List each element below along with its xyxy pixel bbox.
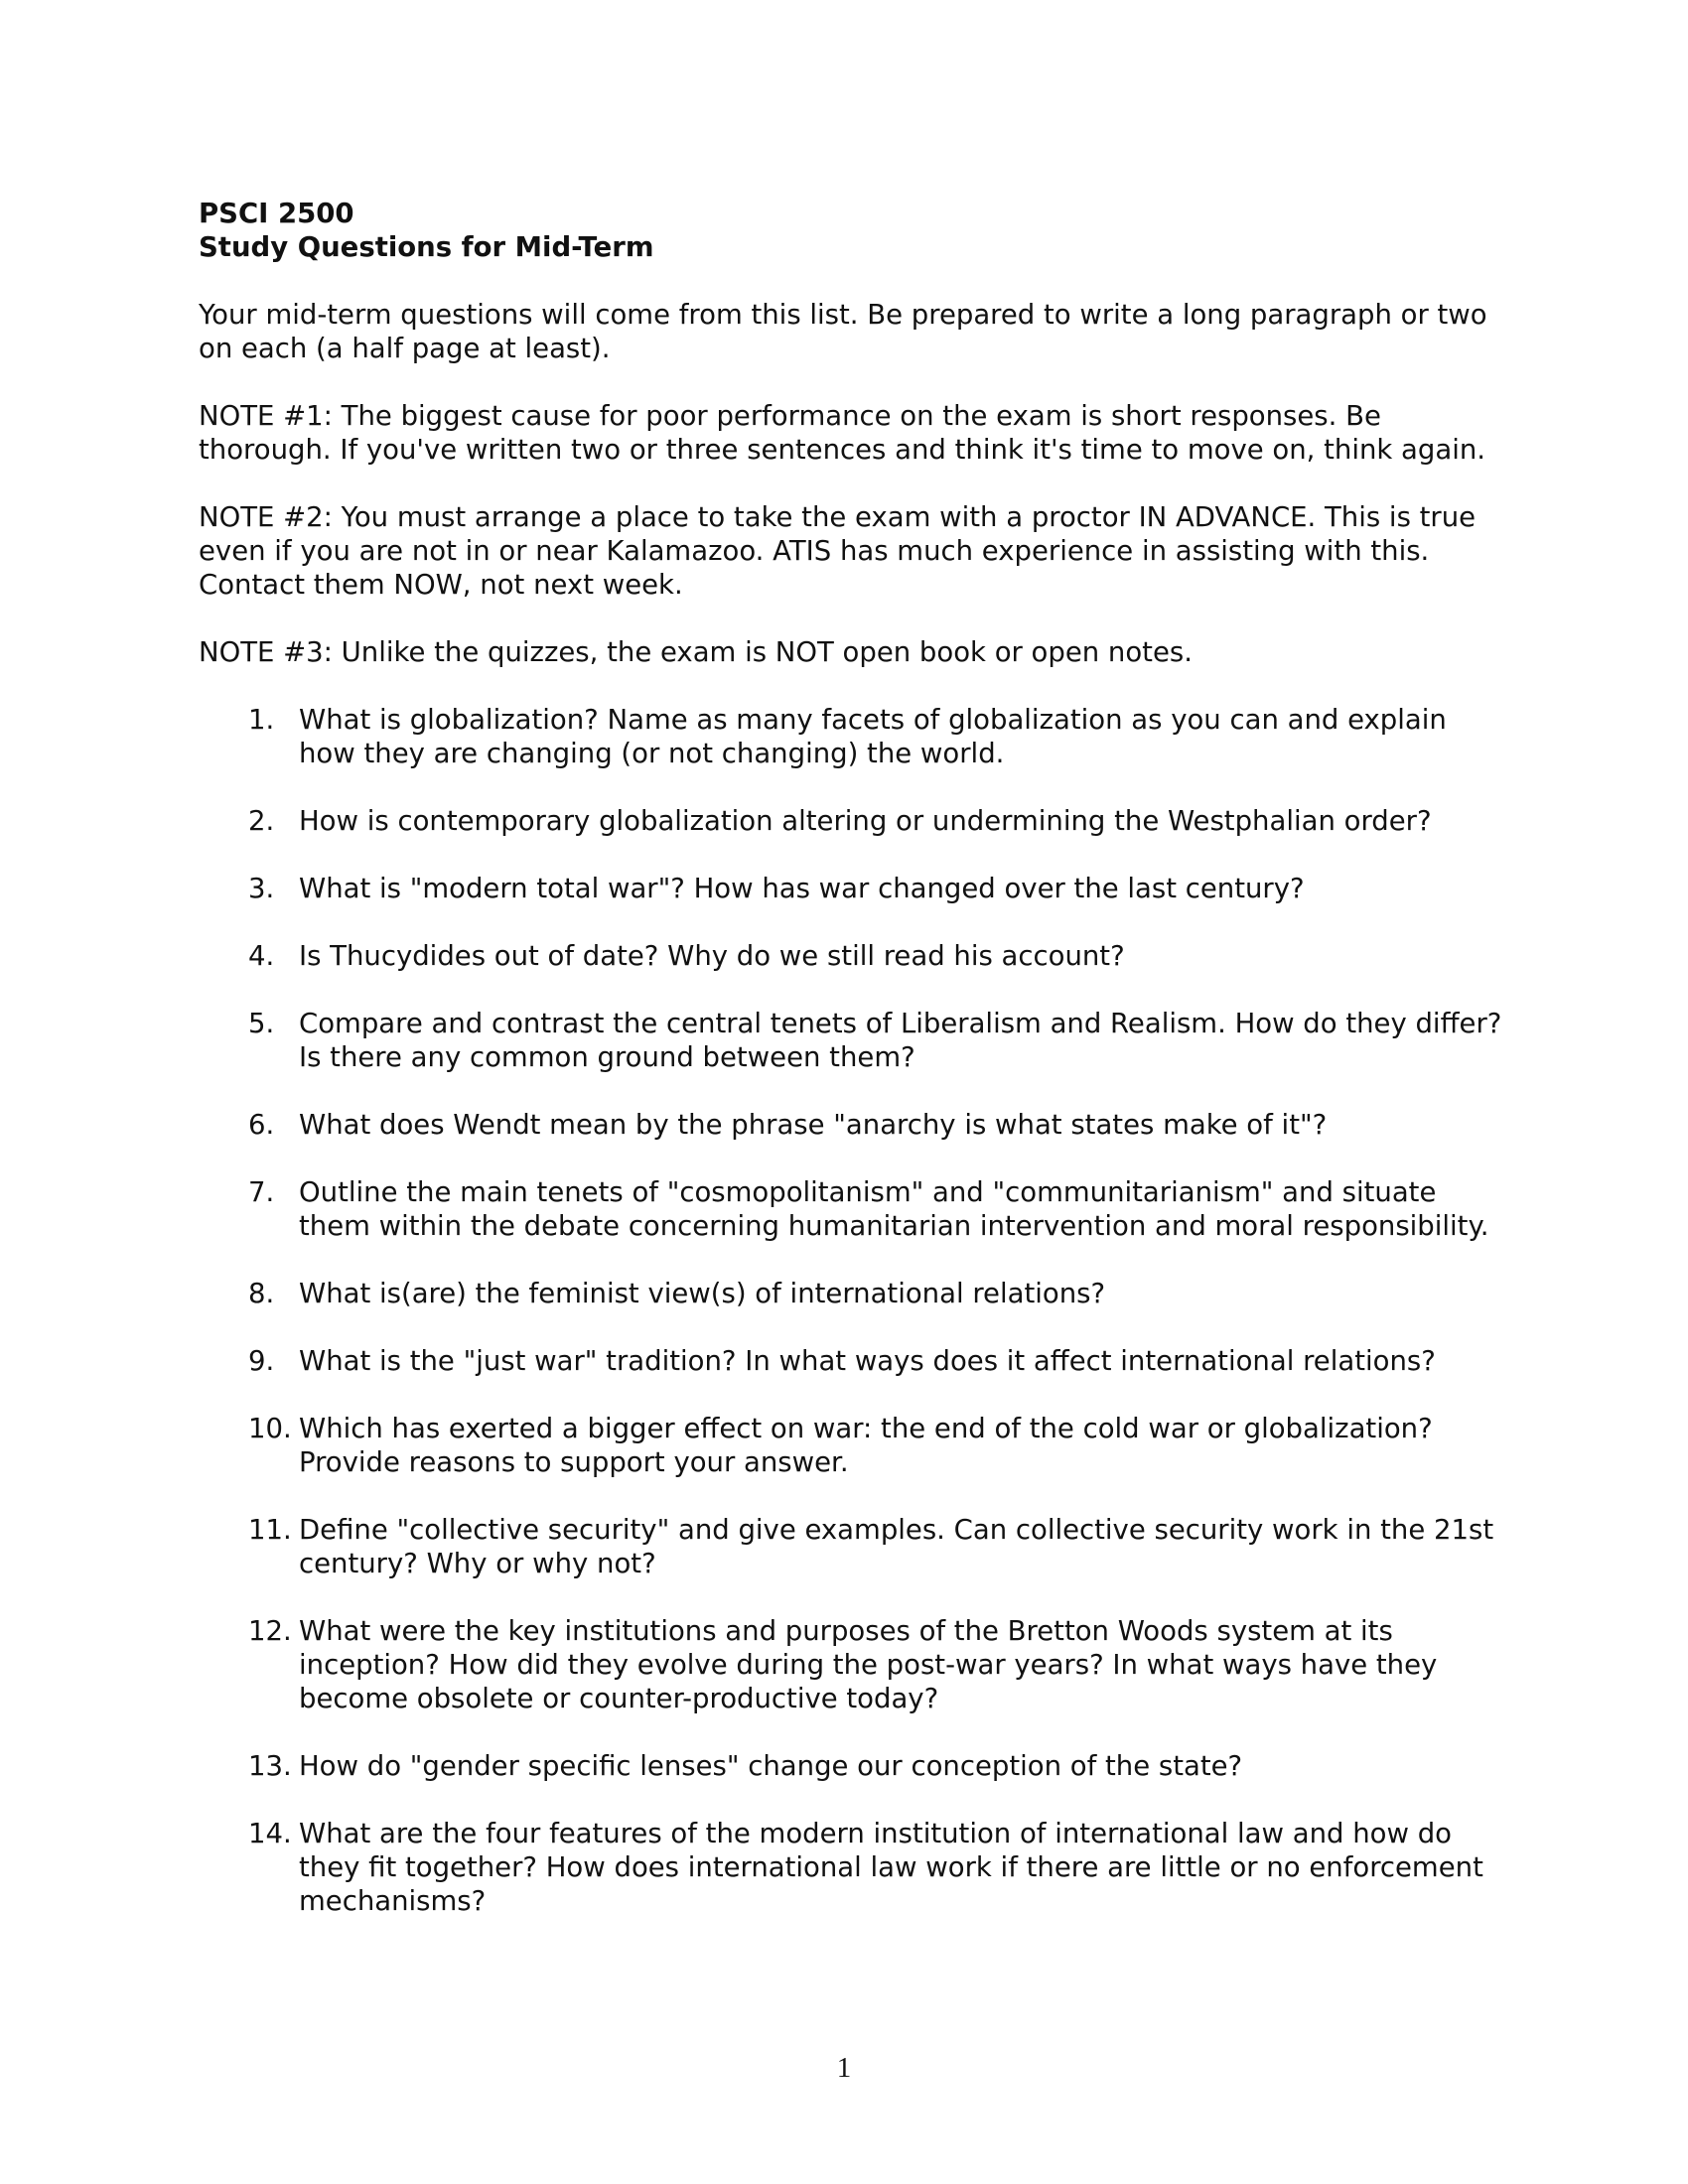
question-number: 1. — [248, 704, 275, 736]
intro-paragraph: Your mid-term questions will come from this list. Be prepared to write a long paragraph or two on each (a half page at least). — [199, 299, 1487, 364]
question-item — [199, 804, 1509, 838]
question-list — [199, 703, 1509, 1918]
question-text: Outline the main tenets of "cosmopolitanism" and "communitarianism" and situate them within the debate concerning humanitarian intervention and moral responsibility. — [299, 1176, 1489, 1242]
question-item — [199, 1007, 1509, 1074]
question-text: What are the four features of the modern institution of international law and how do they fit together? How does international law work if there are little or no enforcement mechanisms? — [299, 1818, 1483, 1917]
question-text: Which has exerted a bigger effect on war: the end of the cold war or globalization? Provide reasons to support your answer. — [299, 1413, 1433, 1478]
document-body — [199, 197, 1509, 1952]
question-text: Define "collective security" and give examples. Can collective security work in the 21st century? Why or why not? — [299, 1514, 1494, 1579]
document-title: Study Questions for Mid-Term — [199, 231, 654, 263]
question-item — [199, 1749, 1509, 1783]
question-number: 10. — [248, 1413, 292, 1444]
question-text: What is the "just war" tradition? In what ways does it affect international relations? — [299, 1345, 1436, 1377]
question-item — [199, 1108, 1509, 1142]
question-text: What is globalization? Name as many facets of globalization as you can and explain how they are changing (or not changing) the world. — [299, 704, 1447, 769]
question-item — [199, 1412, 1509, 1479]
question-number: 8. — [248, 1278, 275, 1309]
question-text: What does Wendt mean by the phrase "anarchy is what states make of it"? — [299, 1109, 1328, 1141]
question-number: 5. — [248, 1008, 275, 1039]
question-text: Is Thucydides out of date? Why do we still read his account? — [299, 940, 1125, 972]
question-number: 3. — [248, 873, 275, 904]
question-item — [199, 703, 1509, 770]
note-2: NOTE #2: You must arrange a place to take the exam with a proctor IN ADVANCE. This is true even if you are not in or near Kalamazoo. ATIS has much experience in assisting with this. Contact them NOW, not next week. — [199, 501, 1477, 601]
question-item — [199, 1817, 1509, 1918]
question-text: What is "modern total war"? How has war changed over the last century? — [299, 873, 1305, 904]
question-number: 4. — [248, 940, 275, 972]
question-text: What were the key institutions and purposes of the Bretton Woods system at its inception? How did they evolve during the post-war years? In what ways have they become obsolete or counter-productive today? — [299, 1615, 1438, 1714]
question-text: How do "gender specific lenses" change our conception of the state? — [299, 1750, 1243, 1782]
question-text: What is(are) the feminist view(s) of international relations? — [299, 1278, 1106, 1309]
question-item — [199, 1175, 1509, 1243]
question-item — [199, 872, 1509, 905]
page-number: 1 — [836, 2052, 852, 2084]
question-number: 11. — [248, 1514, 292, 1546]
question-item — [199, 1614, 1509, 1715]
question-number: 7. — [248, 1176, 275, 1208]
question-number: 13. — [248, 1750, 292, 1782]
question-number: 12. — [248, 1615, 292, 1647]
question-item — [199, 939, 1509, 973]
question-text: Compare and contrast the central tenets of Liberalism and Realism. How do they differ? Is there any common ground between them? — [299, 1008, 1502, 1073]
question-text: How is contemporary globalization altering or undermining the Westphalian order? — [299, 805, 1432, 837]
course-code: PSCI 2500 — [199, 198, 354, 229]
question-number: 2. — [248, 805, 275, 837]
question-item — [199, 1344, 1509, 1378]
note-1: NOTE #1: The biggest cause for poor performance on the exam is short responses. Be thorough. If you've written two or three sentences and think it's time to move on, think again. — [199, 400, 1486, 466]
question-item — [199, 1513, 1509, 1580]
note-3: NOTE #3: Unlike the quizzes, the exam is NOT open book or open notes. — [199, 636, 1193, 668]
question-number: 9. — [248, 1345, 275, 1377]
question-number: 14. — [248, 1818, 292, 1849]
question-number: 6. — [248, 1109, 275, 1141]
question-item — [199, 1277, 1509, 1310]
